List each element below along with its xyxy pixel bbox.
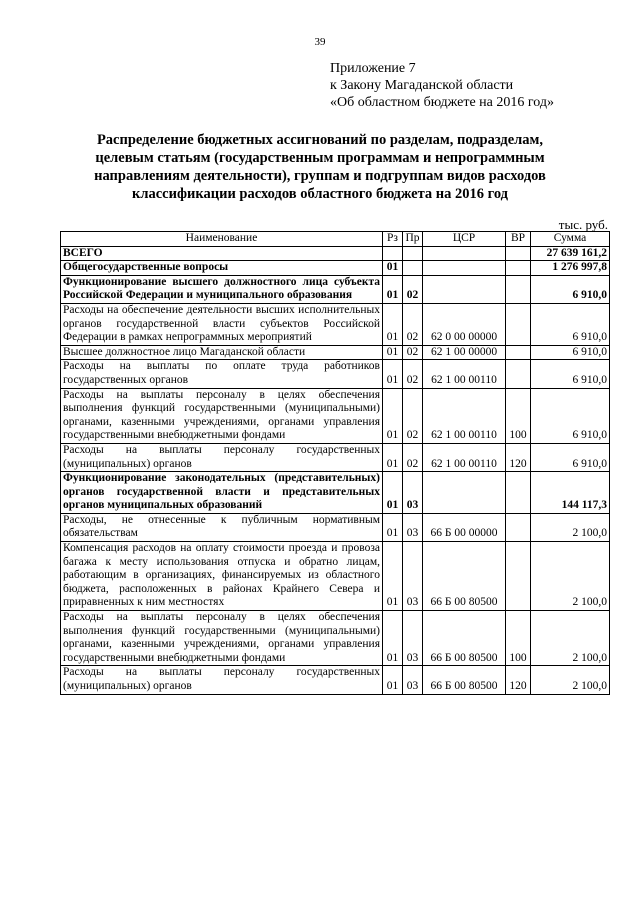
header-sum: Сумма bbox=[531, 232, 610, 247]
table-row bbox=[61, 261, 610, 276]
cell-rz: 01 bbox=[383, 388, 403, 443]
units-label: тыс. руб. bbox=[558, 217, 608, 232]
cell-pr: 02 bbox=[403, 443, 423, 471]
cell-sum: 6 910,0 bbox=[531, 275, 610, 303]
table-row bbox=[61, 275, 610, 303]
cell-name: Компенсация расходов на оплату стоимости проезда и провоза багажа к месту использования отпуска и обратно лицам, работающим в организациях, финансируемых из областного бюджета, расположенных в районах Крайнего Севера и приравненных к ним местностях bbox=[61, 542, 383, 611]
cell-csr bbox=[423, 472, 506, 514]
header-csr: ЦСР bbox=[423, 232, 506, 247]
cell-name: Высшее должностное лицо Магаданской области bbox=[61, 345, 383, 360]
cell-name: Расходы на выплаты персоналу в целях обеспечения выполнения функций государственными (муниципальными) органами, казенными учреждениями, органами управления государственными внебюджетными фондами bbox=[61, 388, 383, 443]
cell-name: Расходы на выплаты персоналу государственных (муниципальных) органов bbox=[61, 443, 383, 471]
cell-name: Расходы на выплаты персоналу в целях обеспечения выполнения функций государственными (муниципальными) органами, казенными учреждениями, органами управления государственными внебюджетными фондами bbox=[61, 611, 383, 666]
table-row bbox=[61, 666, 610, 694]
cell-sum: 6 910,0 bbox=[531, 443, 610, 471]
cell-vr: 120 bbox=[506, 443, 531, 471]
table-row bbox=[61, 360, 610, 388]
cell-vr bbox=[506, 303, 531, 345]
appendix-line-2: к Закону Магаданской области bbox=[330, 78, 514, 93]
cell-sum: 2 100,0 bbox=[531, 611, 610, 666]
cell-pr: 03 bbox=[403, 542, 423, 611]
cell-vr bbox=[506, 542, 531, 611]
cell-sum: 6 910,0 bbox=[531, 388, 610, 443]
cell-csr: 66 Б 00 00000 bbox=[423, 513, 506, 541]
cell-rz: 01 bbox=[383, 542, 403, 611]
appendix-line-1: Приложение 7 bbox=[330, 61, 416, 76]
cell-csr: 66 Б 00 80500 bbox=[423, 611, 506, 666]
cell-csr: 62 1 00 00110 bbox=[423, 360, 506, 388]
cell-sum: 2 100,0 bbox=[531, 542, 610, 611]
cell-csr: 62 1 00 00110 bbox=[423, 443, 506, 471]
header-pr: Пр bbox=[403, 232, 423, 247]
cell-pr: 03 bbox=[403, 611, 423, 666]
cell-rz: 01 bbox=[383, 611, 403, 666]
cell-rz: 01 bbox=[383, 345, 403, 360]
cell-vr bbox=[506, 275, 531, 303]
table-row bbox=[61, 303, 610, 345]
table-row bbox=[61, 611, 610, 666]
cell-vr: 100 bbox=[506, 611, 531, 666]
cell-name: Расходы на выплаты по оплате труда работников государственных органов bbox=[61, 360, 383, 388]
cell-rz: 01 bbox=[383, 472, 403, 514]
cell-rz: 01 bbox=[383, 261, 403, 276]
cell-pr: 02 bbox=[403, 388, 423, 443]
cell-rz: 01 bbox=[383, 275, 403, 303]
table-body bbox=[61, 246, 610, 694]
cell-sum: 6 910,0 bbox=[531, 303, 610, 345]
header-name: Наименование bbox=[61, 232, 383, 247]
cell-vr bbox=[506, 246, 531, 261]
table-row bbox=[61, 388, 610, 443]
cell-sum: 1 276 997,8 bbox=[531, 261, 610, 276]
cell-sum: 6 910,0 bbox=[531, 360, 610, 388]
cell-csr: 62 0 00 00000 bbox=[423, 303, 506, 345]
header-rz: Рз bbox=[383, 232, 403, 247]
cell-pr bbox=[403, 261, 423, 276]
cell-csr: 62 1 00 00000 bbox=[423, 345, 506, 360]
cell-name: Расходы, не отнесенные к публичным нормативным обязательствам bbox=[61, 513, 383, 541]
cell-vr bbox=[506, 472, 531, 514]
document-title: Распределение бюджетных ассигнований по разделам, подразделам, целевым статьям (государственным программам и непрограммным направлениям деятельности), группам и подгруппам видов расходов классификации расходов областного бюджета на 2016 год bbox=[94, 132, 546, 202]
cell-name: Общегосударственные вопросы bbox=[61, 261, 383, 276]
cell-pr bbox=[403, 246, 423, 261]
table-row bbox=[61, 472, 610, 514]
cell-csr bbox=[423, 246, 506, 261]
cell-pr: 02 bbox=[403, 303, 423, 345]
table-row bbox=[61, 443, 610, 471]
cell-csr bbox=[423, 275, 506, 303]
cell-rz: 01 bbox=[383, 666, 403, 694]
cell-vr bbox=[506, 360, 531, 388]
header-vr: ВР bbox=[506, 232, 531, 247]
cell-pr: 03 bbox=[403, 472, 423, 514]
cell-csr bbox=[423, 261, 506, 276]
cell-csr: 66 Б 00 80500 bbox=[423, 666, 506, 694]
cell-rz: 01 bbox=[383, 513, 403, 541]
budget-table bbox=[60, 231, 610, 695]
cell-name: Расходы на выплаты персоналу государственных (муниципальных) органов bbox=[61, 666, 383, 694]
table-row bbox=[61, 246, 610, 261]
cell-name: ВСЕГО bbox=[61, 246, 383, 261]
cell-sum: 2 100,0 bbox=[531, 513, 610, 541]
cell-pr: 02 bbox=[403, 275, 423, 303]
table-row bbox=[61, 513, 610, 541]
cell-pr: 02 bbox=[403, 345, 423, 360]
page-number: 39 bbox=[314, 36, 326, 48]
table-header-row bbox=[61, 232, 610, 247]
cell-vr: 120 bbox=[506, 666, 531, 694]
cell-rz: 01 bbox=[383, 303, 403, 345]
cell-pr: 03 bbox=[403, 513, 423, 541]
cell-name: Функционирование законодательных (представительных) органов государственной власти и представительных органов муниципальных образований bbox=[61, 472, 383, 514]
cell-vr bbox=[506, 261, 531, 276]
cell-name: Функционирование высшего должностного лица субъекта Российской Федерации и муниципального образования bbox=[61, 275, 383, 303]
cell-sum: 6 910,0 bbox=[531, 345, 610, 360]
cell-csr: 66 Б 00 80500 bbox=[423, 542, 506, 611]
cell-pr: 03 bbox=[403, 666, 423, 694]
cell-rz: 01 bbox=[383, 443, 403, 471]
cell-sum: 2 100,0 bbox=[531, 666, 610, 694]
cell-sum: 27 639 161,2 bbox=[531, 246, 610, 261]
table-row bbox=[61, 345, 610, 360]
appendix-line-3: «Об областном бюджете на 2016 год» bbox=[330, 95, 554, 110]
cell-vr bbox=[506, 513, 531, 541]
cell-rz bbox=[383, 246, 403, 261]
cell-rz: 01 bbox=[383, 360, 403, 388]
table-row bbox=[61, 542, 610, 611]
cell-vr bbox=[506, 345, 531, 360]
cell-name: Расходы на обеспечение деятельности высших исполнительных органов государственной власти субъектов Российской Федерации в рамках непрограммных мероприятий bbox=[61, 303, 383, 345]
cell-vr: 100 bbox=[506, 388, 531, 443]
appendix-header bbox=[330, 60, 554, 111]
cell-sum: 144 117,3 bbox=[531, 472, 610, 514]
cell-csr: 62 1 00 00110 bbox=[423, 388, 506, 443]
cell-pr: 02 bbox=[403, 360, 423, 388]
